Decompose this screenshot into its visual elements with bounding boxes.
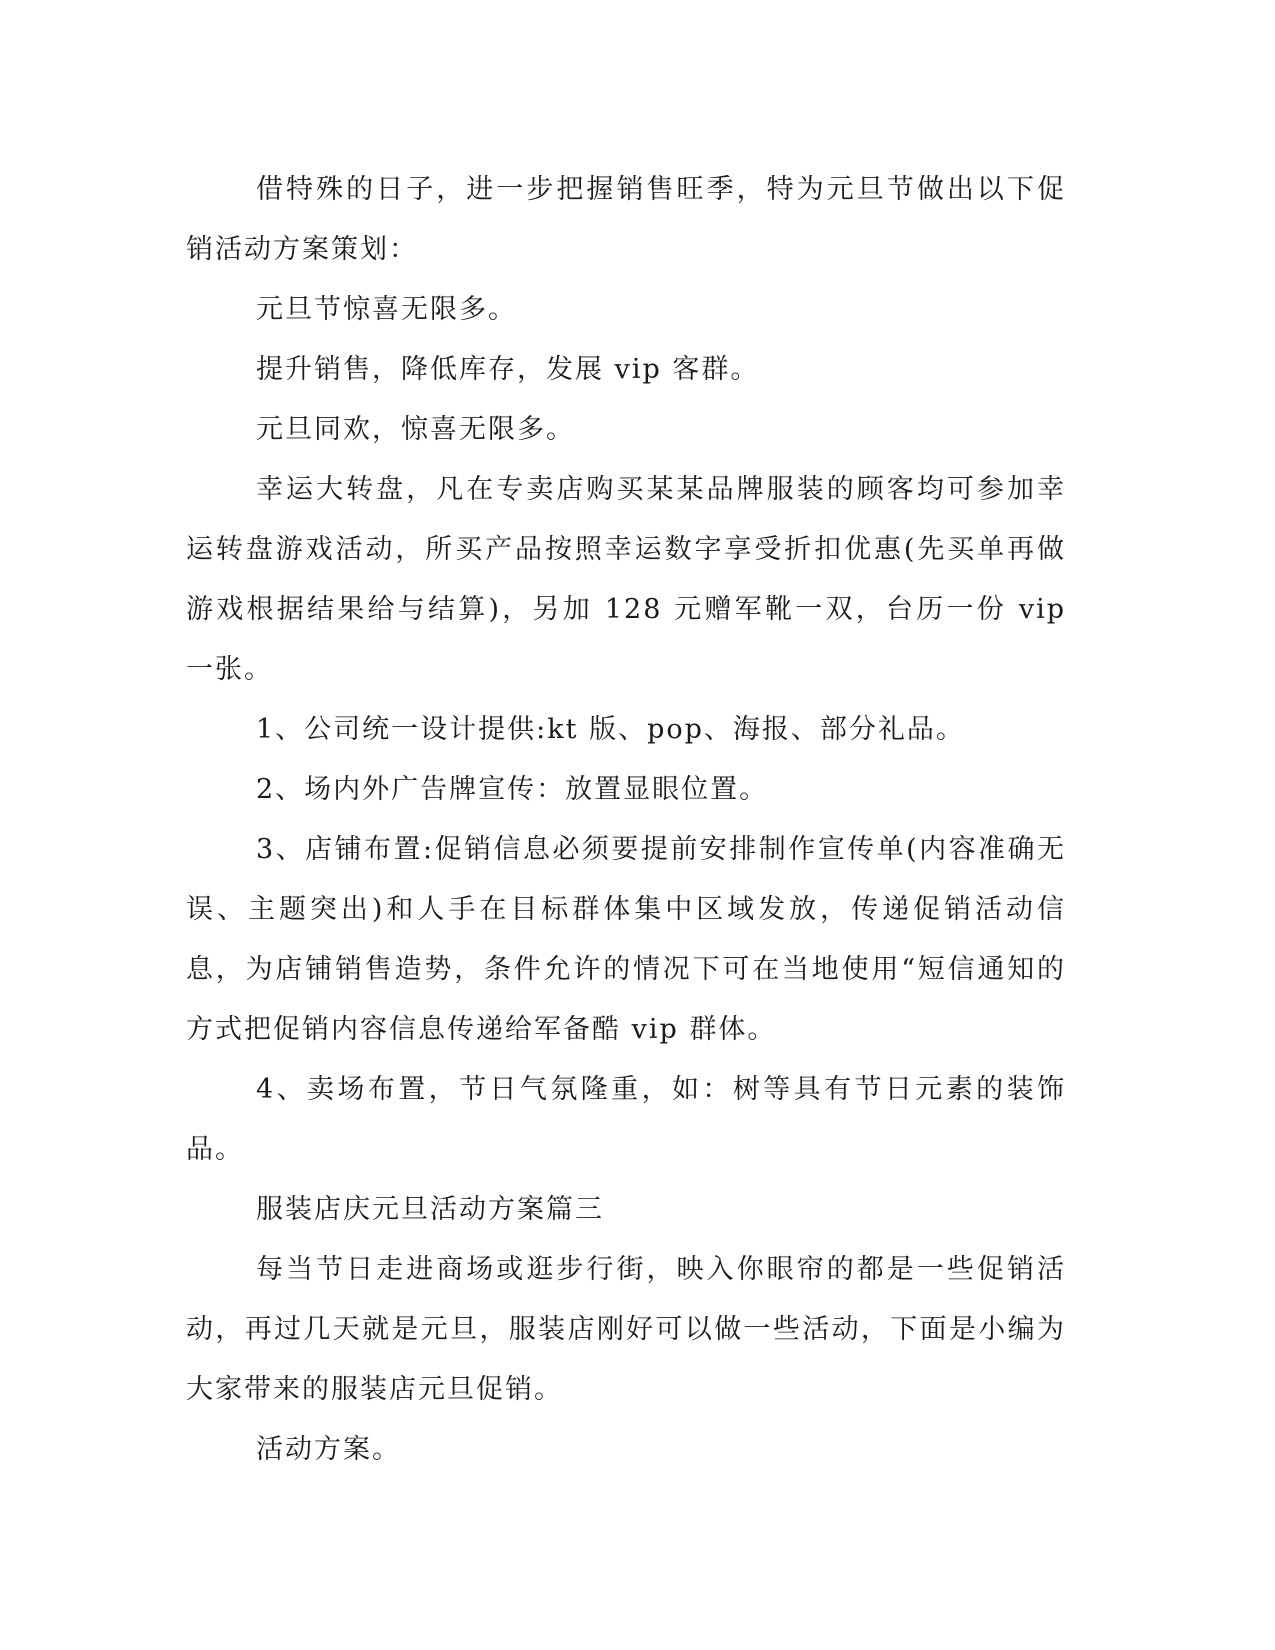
paragraph-section-intro: 每当节日走进商场或逛步行街，映入你眼帘的都是一些促销活动，再过几天就是元旦，服装店刚好可以做一些活动，下面是小编为大家带来的服装店元旦促销。 bbox=[186, 1254, 1066, 1405]
paragraph-item-2: 2、场内外广告牌宣传：放置显眼位置。 bbox=[256, 774, 769, 805]
paragraph-item-4: 4、卖场布置，节日气氛隆重，如：树等具有节日元素的装饰品。 bbox=[186, 1074, 1066, 1165]
paragraph-theme: 元旦节惊喜无限多。 bbox=[256, 294, 517, 325]
paragraph-plan-label: 活动方案。 bbox=[256, 1434, 401, 1465]
paragraph-lucky-wheel: 幸运大转盘，凡在专卖店购买某某品牌服装的顾客均可参加幸运转盘游戏活动，所买产品按照幸运数字享受折扣优惠(先买单再做游戏根据结果给与结算)，另加 128 元赠军靴一双，台历一份 vip 一张。 bbox=[186, 474, 1066, 685]
document-body bbox=[186, 160, 1066, 1480]
paragraph-intro: 借特殊的日子，进一步把握销售旺季，特为元旦节做出以下促销活动方案策划： bbox=[186, 174, 1066, 265]
paragraph-item-3: 3、店铺布置:促销信息必须要提前安排制作宣传单(内容准确无误、主题突出)和人手在目标群体集中区域发放，传递促销活动信息，为店铺销售造势，条件允许的情况下可在当地使用“短信通知的方式把促销内容信息传递给军备酷 vip 群体。 bbox=[186, 834, 1066, 1045]
section-heading: 服装店庆元旦活动方案篇三 bbox=[256, 1194, 604, 1225]
paragraph-goal: 提升销售，降低库存，发展 vip 客群。 bbox=[256, 354, 760, 385]
paragraph-slogan: 元旦同欢，惊喜无限多。 bbox=[256, 414, 575, 445]
paragraph-item-1: 1、公司统一设计提供:kt 版、pop、海报、部分礼品。 bbox=[256, 714, 965, 745]
